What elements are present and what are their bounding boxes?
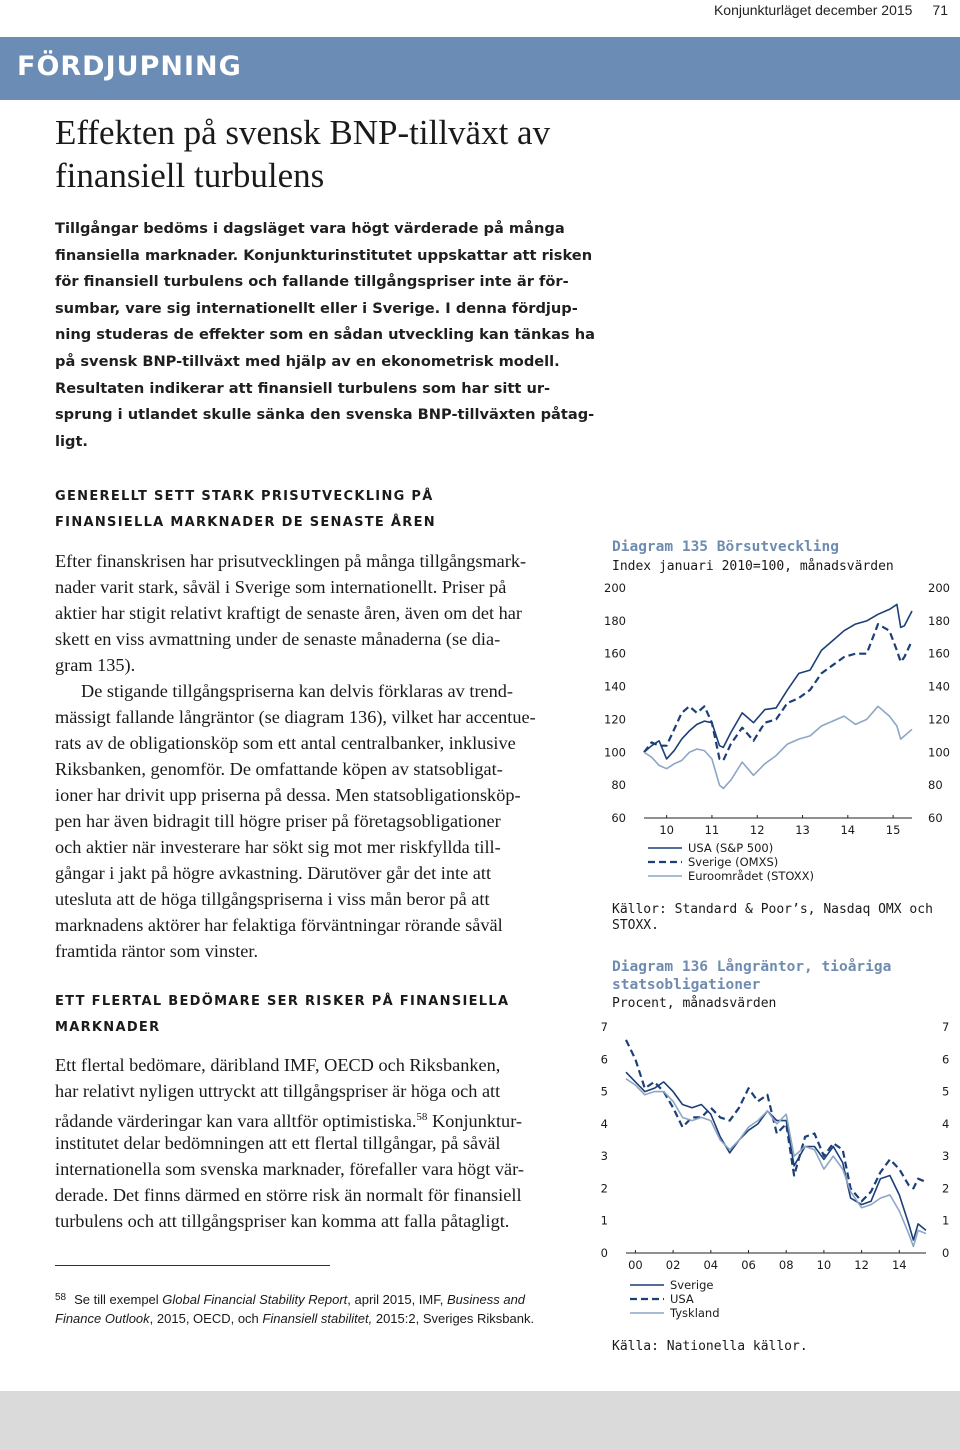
diagram-title-line: statsobligationer — [612, 977, 761, 993]
footnote-citation: Business and — [446, 1292, 526, 1307]
diagram-136-chart — [600, 1015, 960, 1327]
body-line: Ett flertal bedömare, däribland IMF, OECD och Riksbanken, — [55, 1055, 501, 1075]
diagram-136-title — [612, 958, 891, 994]
legend-label: Tyskland — [670, 1306, 720, 1320]
footnote-line — [55, 1309, 534, 1328]
y-tick-label-right: 180 — [928, 613, 950, 628]
y-tick-label-right: 6 — [942, 1052, 950, 1067]
body-line: gångar i jakt på högre avkastning. Därutöver går det inte att — [55, 863, 492, 883]
y-tick-label-left: 0 — [600, 1246, 608, 1260]
y-tick-label-left: 3 — [600, 1149, 608, 1164]
y-tick-label-right: 0 — [942, 1246, 950, 1260]
banner-title: FÖRDJUPNING — [17, 51, 242, 82]
body-line: ioner har drivit upp priserna på dessa. Men statsobligationsköp- — [55, 785, 521, 805]
body-line: institutet delar bedömningen att ett flertal tillgångar, på såväl — [55, 1133, 501, 1153]
article-title-line: Effekten på svensk BNP-tillväxt av — [55, 113, 551, 152]
body-line: derade. Det finns därmed en större risk än normalt för finansiell — [55, 1185, 522, 1205]
diagram-135-chart — [606, 576, 960, 890]
x-tick-label: 13 — [795, 823, 810, 837]
y-tick-label-right: 2 — [942, 1181, 950, 1196]
body-line-text: rådande värderingar kan vara alltför optimistiska. — [55, 1111, 417, 1131]
legend-label: Sverige (OMXS) — [688, 855, 779, 869]
section-heading-line: ETT FLERTAL BEDÖMARE SER RISKER PÅ FINANSIELLA — [55, 994, 510, 1009]
diagram-135-source — [612, 902, 933, 934]
body-line: gram 135). — [55, 655, 136, 675]
footnote-number: 58 — [55, 1292, 67, 1303]
y-tick-label-left: 5 — [600, 1084, 608, 1099]
y-tick-label-right: 60 — [928, 811, 943, 825]
y-tick-label-right: 7 — [942, 1020, 950, 1034]
y-tick-label-left: 6 — [600, 1052, 608, 1067]
y-tick-label-left: 7 — [600, 1020, 608, 1034]
section-heading-line: MARKNADER — [55, 1020, 161, 1035]
section-heading-line: FINANSIELLA MARKNADER DE SENASTE ÅREN — [55, 515, 436, 530]
diagram-136-source: Källa: Nationella källor. — [612, 1339, 808, 1354]
section-banner — [0, 37, 960, 100]
y-tick-label-right: 3 — [942, 1149, 950, 1164]
y-tick-label-right: 160 — [928, 646, 950, 661]
legend-label: USA (S&P 500) — [688, 841, 774, 855]
y-tick-label-right: 140 — [928, 679, 950, 694]
ingress-line: ligt. — [55, 432, 88, 450]
footnote — [55, 1288, 534, 1328]
body-line: marknadens aktörer har felaktiga förväntningar rörande såväl — [55, 915, 503, 935]
y-tick-label-left: 60 — [611, 811, 626, 825]
y-tick-label-left: 2 — [600, 1181, 608, 1196]
x-tick-label: 12 — [854, 1258, 869, 1272]
footnote-line — [55, 1288, 534, 1309]
x-tick-label: 11 — [704, 823, 720, 837]
y-tick-label-left: 1 — [600, 1213, 608, 1228]
y-tick-label-right: 100 — [928, 745, 950, 760]
article-title — [55, 111, 615, 197]
footnote-reference[interactable]: 58 — [416, 1111, 428, 1123]
y-tick-label-right: 4 — [942, 1116, 950, 1131]
page-number: 71 — [932, 2, 948, 18]
legend-label: Sverige — [670, 1278, 714, 1292]
ingress-line: Tillgångar bedöms i dagsläget vara högt värderade på många — [55, 220, 565, 237]
body-line: rats av de obligationsköp som ett antal centralbanker, inklusive — [55, 733, 516, 753]
body-line: De stigande tillgångspriserna kan delvis förklaras av trend- — [81, 681, 514, 701]
ingress-line: sprung i utlandet skulle sänka den svenska BNP-tillväxten påtag- — [55, 406, 595, 424]
publication-name: Konjunkturläget december 2015 — [713, 2, 913, 18]
body-line-text: Konjunktur- — [427, 1111, 523, 1131]
ingress-line: Resultaten indikerar att finansiell turbulens som har sitt ur- — [55, 379, 551, 397]
x-tick-label: 14 — [840, 823, 856, 837]
x-tick-label: 02 — [665, 1258, 681, 1272]
page-footer-bar — [0, 1391, 960, 1450]
body-line: och aktier när investerare har sökt sig mot mer riskfyllda till- — [55, 837, 501, 857]
y-tick-label-left: 100 — [604, 745, 626, 760]
legend-label: USA — [670, 1292, 694, 1306]
ingress-line: för finansiell turbulens och fallande tillgångspriser inte är för- — [55, 273, 569, 291]
footnote-citation: Global Financial Stability Report — [162, 1292, 348, 1307]
ingress-line: ning studeras de effekter som en sådan utveckling kan tänkas ha — [55, 326, 595, 344]
body-line: internationella som svenska marknader, förefaller vara högt vär- — [55, 1159, 524, 1179]
legend-label: Euroområdet (STOXX) — [688, 869, 814, 883]
x-tick-label: 04 — [703, 1258, 719, 1272]
footnote-citation: Finansiell stabilitet, — [262, 1311, 373, 1326]
x-tick-label: 00 — [628, 1258, 643, 1272]
y-tick-label-left: 80 — [611, 778, 626, 793]
body-line: utesluta att de höga tillgångspriserna i viss mån beror på att — [55, 889, 490, 909]
body-line: skett en viss avmattning under de senaste månaderna (se dia- — [55, 629, 501, 649]
x-tick-label: 10 — [659, 823, 674, 837]
ingress-line: sumbar, vare sig internationellt eller i Sverige. I denna fördjup- — [55, 299, 578, 317]
y-tick-label-right: 80 — [928, 778, 943, 793]
diagram-135-subtitle: Index januari 2010=100, månadsvärden — [612, 559, 894, 574]
source-line: Källor: Standard & Poor’s, Nasdaq OMX och — [612, 902, 933, 917]
x-tick-label: 12 — [749, 823, 765, 837]
x-tick-label: 06 — [741, 1258, 756, 1272]
y-tick-label-right: 5 — [942, 1084, 950, 1099]
y-tick-label-right: 1 — [942, 1213, 950, 1228]
footnote-text: , 2015, OECD, och — [149, 1311, 263, 1326]
body-line: har relativt nyligen uttryckt att tillgångspriser är höga och att — [55, 1081, 501, 1101]
diagram-135-title: Diagram 135 Börsutveckling — [612, 539, 839, 555]
y-tick-label-right: 200 — [928, 581, 950, 595]
ingress-line: på svensk BNP-tillväxt med hjälp av en ekonometrisk modell. — [55, 352, 560, 370]
ingress — [55, 216, 595, 455]
y-tick-label-left: 200 — [604, 581, 626, 595]
footnote-citation: Finance Outlook — [55, 1311, 150, 1326]
diagram-136-subtitle: Procent, månadsvärden — [612, 996, 777, 1011]
footnote-divider — [55, 1265, 330, 1266]
section-1-body — [55, 548, 585, 964]
body-line: mässigt fallande långräntor (se diagram 136), vilket har accentue- — [55, 707, 536, 727]
x-tick-label: 15 — [885, 823, 901, 837]
series-line — [626, 1072, 926, 1240]
section-heading-2 — [55, 989, 509, 1041]
x-tick-label: 14 — [891, 1258, 907, 1272]
series-line — [644, 604, 912, 759]
source-line: STOXX. — [612, 918, 659, 933]
body-line: pen har även bidragit till högre priser på företagsobligationer — [55, 811, 501, 831]
x-tick-label: 10 — [816, 1258, 832, 1272]
section-2-body — [55, 1052, 585, 1234]
body-line: aktier har stigit relativt kraftigt de senaste åren, även om det har — [55, 603, 523, 623]
series-line — [644, 624, 912, 760]
article-title-line: finansiell turbulens — [55, 156, 325, 195]
section-heading-line: GENERELLT SETT STARK PRISUTVECKLING PÅ — [55, 489, 434, 504]
running-head — [714, 2, 948, 18]
x-tick-label: 08 — [778, 1258, 794, 1272]
footnote-text: 2015:2, Sveriges Riksbank. — [372, 1311, 535, 1326]
body-line: turbulens och att tillgångspriser kan komma att falla påtagligt. — [55, 1211, 510, 1231]
y-tick-label-left: 180 — [604, 613, 626, 628]
body-line: nader varit stark, såväl i Sverige som internationellt. Priser på — [55, 577, 507, 597]
body-line: Efter finanskrisen har prisutvecklingen på många tillgångsmark- — [55, 551, 527, 571]
body-line: framtida räntor som vinster. — [55, 941, 259, 961]
y-tick-label-left: 4 — [600, 1116, 608, 1131]
body-line-with-ref — [55, 1104, 585, 1130]
y-tick-label-right: 120 — [928, 712, 950, 727]
y-tick-label-left: 140 — [604, 679, 626, 694]
ingress-line: finansiella marknader. Konjunkturinstitutet uppskattar att risken — [55, 246, 593, 264]
diagram-title-line: Diagram 136 Långräntor, tioåriga — [612, 959, 892, 975]
y-tick-label-left: 160 — [604, 646, 626, 661]
series-line — [644, 706, 912, 788]
footnote-text: , april 2015, IMF, — [347, 1292, 447, 1307]
section-heading-1 — [55, 484, 436, 536]
y-tick-label-left: 120 — [604, 712, 626, 727]
footnote-text: Se till exempel — [74, 1292, 163, 1307]
body-line: Riksbanken, genomför. De omfattande köpen av statsobligat- — [55, 759, 503, 779]
